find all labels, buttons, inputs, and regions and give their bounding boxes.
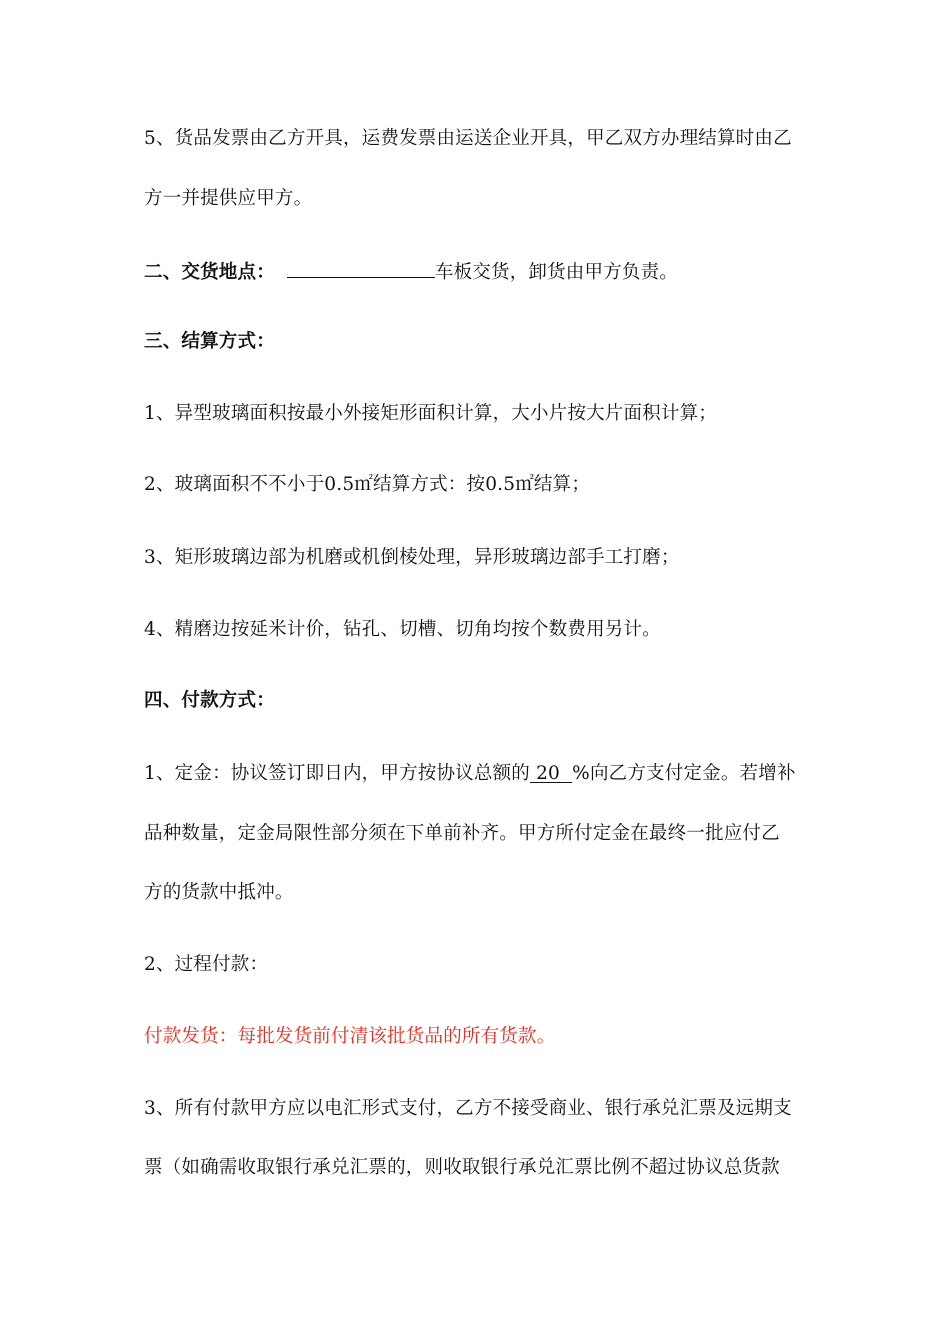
clause-5-line-2: 方一并提供应甲方。 [144, 188, 313, 209]
settlement-item-3: 3、矩形玻璃边部为机磨或机倒棱处理，异形玻璃边部手工打磨； [144, 547, 680, 568]
deposit-text-after: %向乙方支付定金。若增补 [572, 763, 796, 784]
section-4-title: 四、付款方式： [144, 690, 275, 711]
payment-item-3-line-2: 票（如确需收取银行承兑汇票的，则收取银行承兑汇票比例不超过协议总货款 [144, 1157, 780, 1178]
settlement-item-2: 2、玻璃面积不不小于0.5㎡结算方式：按0.5㎡结算； [144, 474, 591, 495]
settlement-item-4: 4、精磨边按延米计价，钻孔、切槽、切角均按个数费用另计。 [144, 619, 661, 640]
section-3-title: 三、结算方式： [144, 331, 275, 352]
clause-5-line-1: 5、货品发票由乙方开具，运费发票由运送企业开具，甲乙双方办理结算时由乙 [144, 128, 792, 149]
payment-item-1-line-1 [144, 761, 814, 787]
delivery-location-text: 车板交货，卸货由甲方负责。 [434, 262, 679, 283]
deposit-text-before: 1、定金：协议签订即日内，甲方按协议总额的 [144, 763, 530, 784]
payment-item-2: 2、过程付款： [144, 954, 269, 975]
payment-item-1-line-2: 品种数量，定金局限性部分须在下单前补齐。甲方所付定金在最终一批应付乙 [144, 823, 780, 844]
delivery-location-line [144, 257, 814, 286]
payment-item-1-line-3: 方的货款中抵冲。 [144, 882, 294, 903]
payment-terms-highlight: 付款发货：每批发货前付清该批货品的所有货款。 [144, 1026, 556, 1047]
settlement-item-1: 1、异型玻璃面积按最小外接矩形面积计算，大小片按大片面积计算； [144, 403, 717, 424]
delivery-location-blank [287, 257, 435, 278]
payment-item-3-line-1: 3、所有付款甲方应以电汇形式支付，乙方不接受商业、银行承兑汇票及远期支 [144, 1098, 792, 1119]
section-2-title: 二、交货地点： [144, 262, 275, 283]
deposit-percent-value: 20 [529, 763, 573, 784]
